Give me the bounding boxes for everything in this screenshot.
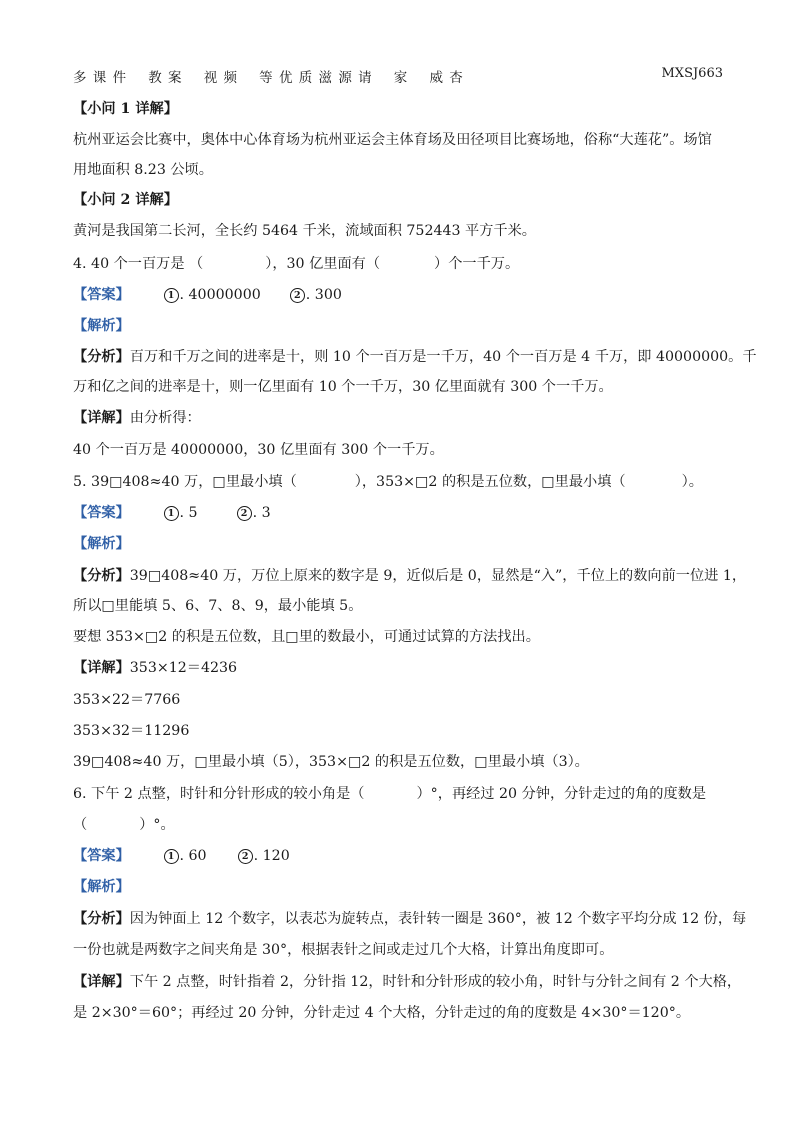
q4-fenxi-line1: [73, 347, 757, 367]
q4-xiangjie-text1: 由分析得：: [129, 410, 201, 426]
q6-analysis-label: 【解析】: [73, 879, 130, 895]
q4-answer-value-1: . 40000000: [179, 287, 261, 303]
q3-sub2-line1: 黄河是我国第二长河，全长约 5464 千米，流域面积 752443 平方千米。: [73, 223, 536, 239]
q6-question-part1: 6. 下午 2 点整，时针和分针形成的较小角是（: [73, 786, 365, 802]
q5-xiangjie-line1: [73, 658, 733, 678]
q5-calc-2: 353×22＝7766: [73, 692, 181, 708]
q6-fenxi-text1: 因为钟面上 12 个数字，以表芯为旋转点，表针转一圈是 360°，被 12 个数字平均分成 12 份，每: [129, 911, 747, 927]
q4-question-part1: 4. 40 个一百万是 （: [73, 256, 204, 272]
q6-fenxi-tag: 【分析】: [73, 911, 130, 927]
q6-analysis-row: [73, 877, 733, 897]
q6-answer-label: 【答案】: [73, 848, 130, 864]
q6-answer-value-2: . 120: [253, 848, 290, 864]
q5-answer-value-1: . 5: [179, 505, 198, 521]
q5-xiangjie-tag: 【详解】: [73, 660, 130, 676]
q5-fenxi-line1: [73, 566, 747, 586]
q4-answer-mark-2: 2: [290, 288, 305, 303]
q4-xiangjie-tag: 【详解】: [73, 410, 130, 426]
q6-answer-value-1: . 60: [179, 848, 207, 864]
q6-question-open: （: [73, 817, 88, 833]
page-header: [73, 66, 723, 86]
q5-calc-1: 353×12＝4236: [129, 660, 238, 676]
q5-question: [73, 472, 733, 492]
q4-analysis-row: [73, 316, 733, 336]
q5-answer-label: 【答案】: [73, 505, 130, 521]
q5-answer-row: [73, 503, 733, 523]
header-promo-text: 多 课 件 教 案 视 频 等 优 质 滋 源 请 家 威 杏: [73, 70, 464, 86]
q6-question-part2: ）°，再经过 20 分钟，分针走过的角的度数是: [416, 786, 707, 802]
q4-fenxi-line2: 万和亿之间的进率是十，则一亿里面有 10 个一千万，30 亿里面就有 300 个一千万。: [73, 379, 613, 395]
q3-sub1-line2: 用地面积 8.23 公顷。: [73, 162, 213, 178]
q6-question-line1: [73, 784, 733, 804]
q6-fenxi-line2: 一份也就是两数字之间夹角是 30°，根据表针之间或走过几个大格，计算出角度即可。: [73, 942, 614, 958]
q4-question: [73, 254, 733, 274]
q5-fenxi-line2: 所以□里能填 5、6、7、8、9，最小能填 5。: [73, 598, 363, 614]
q5-fenxi-tag: 【分析】: [73, 568, 130, 584]
q5-fenxi-line3: 要想 353×□2 的积是五位数，且□里的数最小，可通过试算的方法找出。: [73, 629, 540, 645]
q4-analysis-label: 【解析】: [73, 318, 130, 334]
q4-fenxi-tag: 【分析】: [73, 349, 130, 365]
q5-question-part3: ）。: [681, 474, 703, 490]
header-code: MXSJ663: [661, 66, 723, 81]
q6-xiangjie-line2: 是 2×30°＝60°；再经过 20 分钟，分针走过 4 个大格，分针走过的角的度数是 4×30°＝120°。: [73, 1005, 691, 1021]
q5-question-part1: 5. 39□408≈40 万，□里最小填（: [73, 474, 297, 490]
q4-xiangjie-line2: 40 个一百万是 40000000，30 亿里面有 300 个一千万。: [73, 442, 444, 458]
q6-fenxi-line1: [73, 909, 747, 929]
q4-xiangjie-line1: [73, 408, 733, 428]
q6-answer-row: [73, 846, 733, 866]
q4-answer-mark-1: 1: [164, 288, 179, 303]
q5-answer-mark-1: 1: [164, 506, 179, 521]
q4-answer-value-2: . 300: [305, 287, 342, 303]
q5-answer-mark-2: 2: [237, 506, 252, 521]
q4-answer-label: 【答案】: [73, 287, 130, 303]
q5-question-part2: ），353×□2 的积是五位数，□里最小填（: [354, 474, 626, 490]
q4-fenxi-text1: 百万和千万之间的进率是十，则 10 个一百万是一千万，40 个一百万是 4 千万，即 40000000。千: [129, 349, 757, 365]
q4-question-part3: ）个一千万。: [434, 256, 520, 272]
q6-question-close: ）°。: [139, 817, 175, 833]
q4-question-part2: ），30 亿里面有（: [265, 256, 381, 272]
q3-sub1-line1: 杭州亚运会比赛中，奥体中心体育场为杭州亚运会主体育场及田径项目比赛场地，俗称“大莲花”。场馆: [73, 132, 712, 148]
q5-calc-3: 353×32＝11296: [73, 723, 190, 739]
q6-xiangjie-line1: [73, 972, 742, 992]
q6-xiangjie-text1: 下午 2 点整，时针指着 2，分针指 12，时针和分针形成的较小角，时针与分针之间有 2 个大格，: [129, 974, 742, 990]
q3-sub1-title: 【小问 1 详解】: [73, 101, 178, 117]
q6-xiangjie-tag: 【详解】: [73, 974, 130, 990]
q5-fenxi-text1: 39□408≈40 万，万位上原来的数字是 9，近似后是 0，显然是“入”，千位上的数向前一位进 1，: [129, 568, 747, 584]
q4-answer-row: [73, 285, 733, 305]
q3-sub2-title: 【小问 2 详解】: [73, 192, 178, 208]
q5-conclusion: 39□408≈40 万，□里最小填（5），353×□2 的积是五位数，□里最小填（3）。: [73, 754, 589, 770]
q6-question-line2: [73, 815, 733, 835]
q5-answer-value-2: . 3: [252, 505, 271, 521]
q5-analysis-label: 【解析】: [73, 536, 130, 552]
q6-answer-mark-1: 1: [164, 849, 179, 864]
q5-analysis-row: [73, 534, 733, 554]
q6-answer-mark-2: 2: [238, 849, 253, 864]
